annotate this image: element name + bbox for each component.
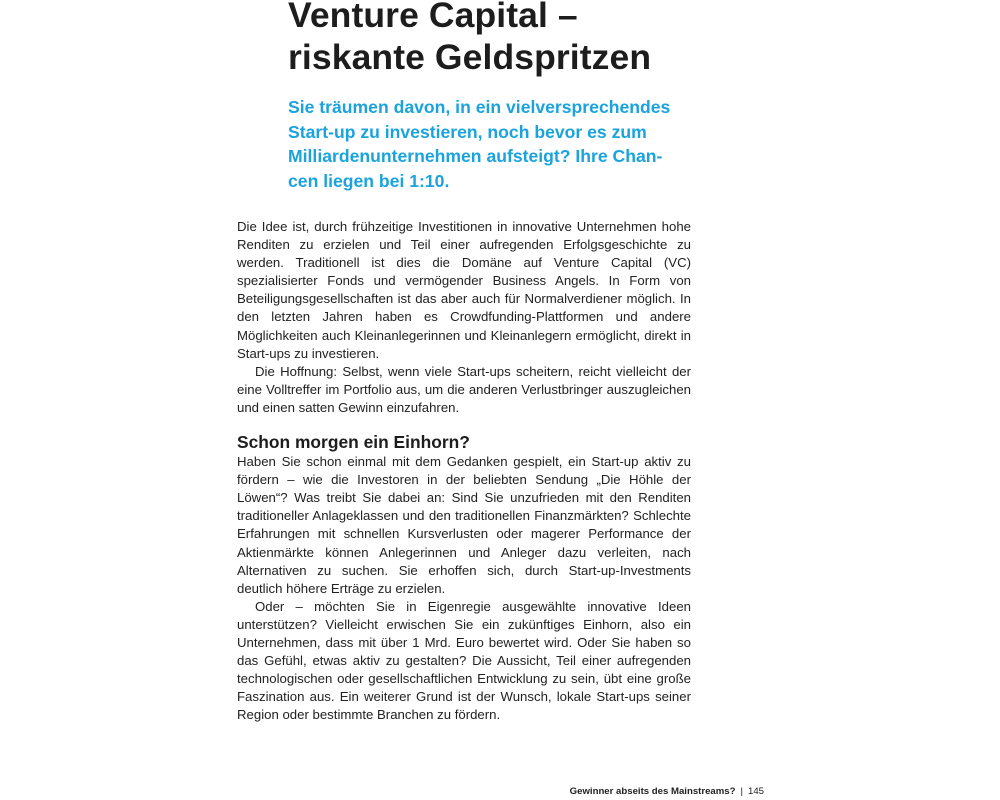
article-title <box>288 0 708 78</box>
title-line: Venture Capital – <box>288 0 578 35</box>
body-paragraph: Oder – möchten Sie in Eigenregie ausgewählte innovative Ideen unterstützen? Vielleicht erwischen Sie ein zukünftiges Einhorn, also ein Unternehmen, dass mit über 1 Mrd. Euro bewertet wird. Oder Sie haben so das Gefühl, etwas aktiv zu gestalten? Die Aussicht, Teil einer aufregenden technologischen oder gesellschaftlichen Entwicklung zu sein, übt eine große Faszination aus. Ein weiterer Grund ist der Wunsch, lokale Start-ups seiner Region oder bestimmte Branchen zu fördern. <box>237 598 691 723</box>
title-line: riskante Geldspritzen <box>288 37 652 77</box>
lead-line: Milliardenunternehmen aufsteigt? Ihre Chan- <box>288 146 663 167</box>
footer-separator: | <box>740 786 743 797</box>
page-footer <box>570 786 764 798</box>
lead-line: cen liegen bei 1:10. <box>288 170 450 191</box>
body-paragraph: Haben Sie schon einmal mit dem Gedanken gespielt, ein Start-up aktiv zu fördern – wie die Investoren in der beliebten Sendung „Die Höhle der Löwen“? Was treibt Sie dabei an: Sind Sie unzufrieden mit den Renditen traditioneller Anlageklassen und den traditionellen Finanzmärkten? Schlechte Erfahrungen mit schnellen Kursverlusten oder magerer Performance der Aktienmärkte können Anlegerinnen und Anleger dazu verleiten, nach Alternativen zu suchen. Sie erhoffen sich, durch Start-up-Investments deutlich höhere Erträge zu erzielen. <box>237 454 691 596</box>
running-footer-title: Gewinner abseits des Mainstreams? <box>569 786 736 797</box>
lead-line: Start-up zu investieren, noch bevor es zum <box>288 121 647 142</box>
page-number: 145 <box>747 786 764 797</box>
article-body <box>237 218 691 724</box>
lead-line: Sie träumen davon, in ein vielversprechendes <box>288 97 671 117</box>
body-paragraph: Die Hoffnung: Selbst, wenn viele Start-ups scheitern, reicht vielleicht der eine Volltreffer im Portfolio aus, um die anderen Verlustbringer auszugleichen und einen satten Gewinn einzufahren. <box>237 363 691 415</box>
lead-paragraph <box>288 95 708 193</box>
body-paragraph: Die Idee ist, durch frühzeitige Investitionen in innovative Unternehmen hohe Renditen zu erzielen und Teil einer aufregenden Erfolgsgeschichte zu werden. Traditionell ist dies die Domäne auf Venture Capital (VC) spezialisierter Fonds und vermögender Business Angels. In Form von Beteiligungsgesellschaften ist das aber auch für Normalverdiener möglich. In den letzten Jahren haben es Crowdfunding-Plattformen und andere Möglichkeiten auch Kleinanlegerinnen und Kleinanlegern ermöglicht, direkt in Start-ups zu investieren. <box>237 219 691 361</box>
section-heading: Schon morgen ein Einhorn? <box>237 432 470 453</box>
